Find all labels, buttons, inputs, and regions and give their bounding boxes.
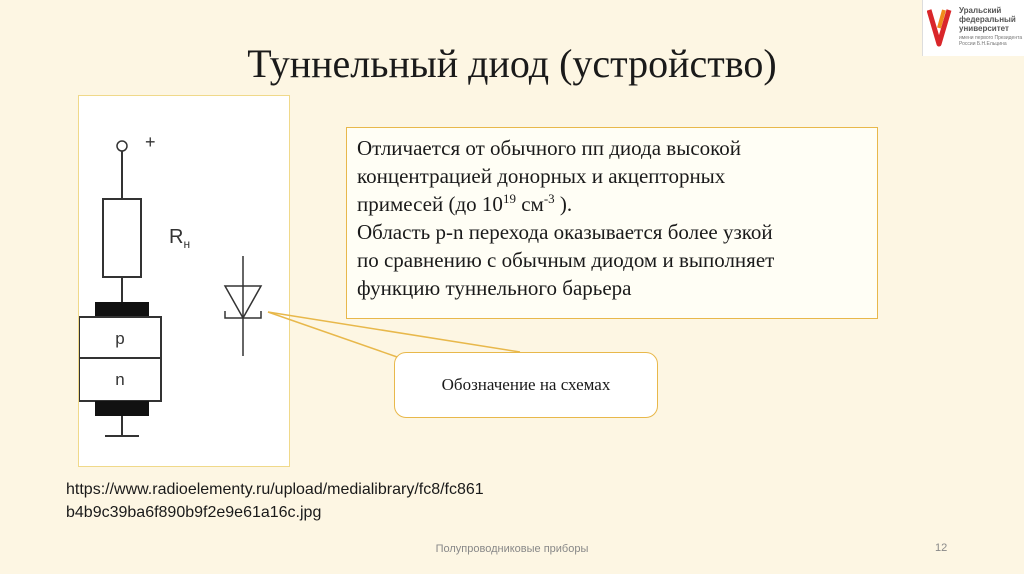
resistor-label: $R_н$ — [169, 226, 191, 251]
symbol-callout-text: Обозначение на схемах — [441, 375, 611, 394]
source-url-line-2: b4b9c39ba6f890b9f2e9e61a16c.jpg — [66, 504, 322, 521]
source-url[interactable] — [66, 478, 484, 524]
description-line-4: Область p-n перехода оказывается более узкой — [357, 220, 773, 244]
description-line-3: примесей (до $10^{19}$ $см^{-3}$ ). — [357, 191, 573, 216]
description-box — [346, 127, 878, 319]
resistor-subscript: н — [183, 237, 191, 251]
p-region-label: p — [115, 329, 125, 348]
symbol-callout — [394, 352, 658, 418]
logo-text-main: Уральский федеральный университет — [959, 6, 1016, 33]
description-line-1: Отличается от обычного пп диода высокой — [357, 136, 742, 160]
n-region-label: n — [115, 370, 125, 389]
page-number: 12 — [935, 542, 948, 554]
slide-footer: Полупроводниковые приборы — [435, 543, 589, 555]
logo-text-sub: имени первого Президента России Б.Н.Ельцина — [959, 35, 1023, 47]
source-url-line-1: https://www.radioelementy.ru/upload/medialibrary/fc8/fc861 — [66, 481, 484, 498]
slide-title: Туннельный диод (устройство) — [247, 41, 777, 86]
description-line-5: по сравнению с обычным диодом и выполняет — [357, 248, 775, 272]
description-line-6: функцию туннельного барьера — [357, 276, 632, 300]
description-line-2: концентрацией донорных и акцепторных — [357, 164, 726, 188]
plus-label: + — [145, 132, 156, 152]
